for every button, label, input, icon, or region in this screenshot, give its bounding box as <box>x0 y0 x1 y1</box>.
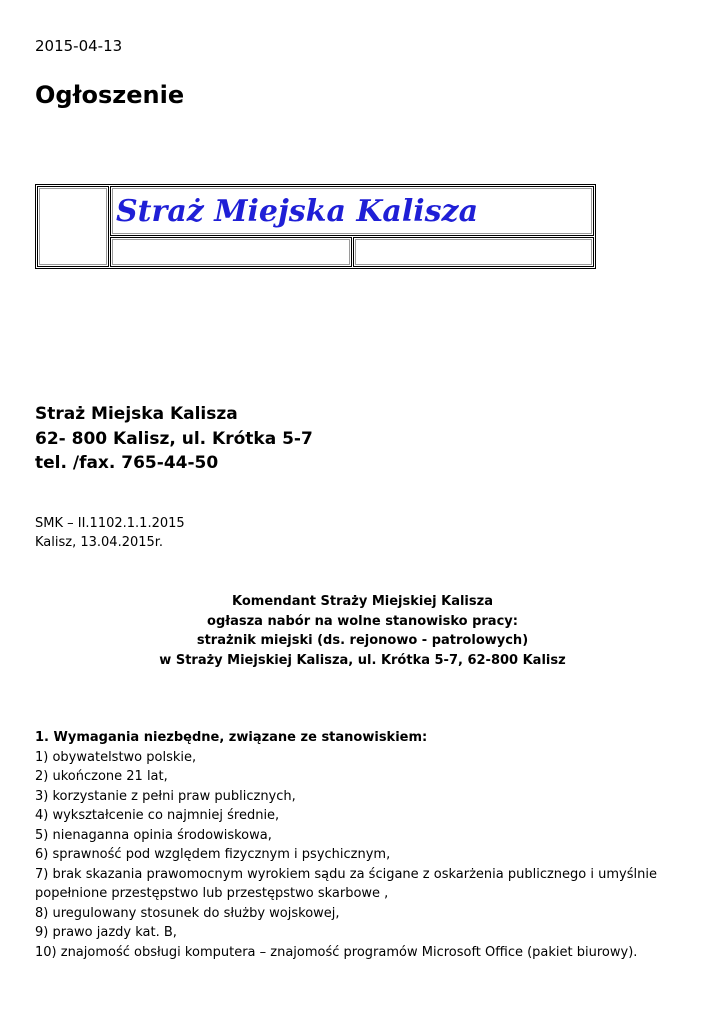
reference-place-date: Kalisz, 13.04.2015r. <box>35 535 164 550</box>
page-title: Ogłoszenie <box>35 81 185 109</box>
notice-line-3: strażnik miejski (ds. rejonowo - patrolowych) <box>196 633 529 648</box>
notice-line-1: Komendant Straży Miejskiej Kalisza <box>232 594 493 609</box>
requirements-list <box>35 748 695 963</box>
list-item: 5) nienaganna opinia środowiskowa, <box>35 827 272 843</box>
requirements-section <box>35 728 695 962</box>
reference-number: SMK – II.1102.1.1.2015 <box>35 516 185 531</box>
list-item: 10) znajomość obsługi komputera – znajomość programów Microsoft Office (pakiet biurowy). <box>35 944 638 960</box>
banner-empty-cell-left <box>110 237 352 267</box>
list-item: 1) obywatelstwo polskie, <box>35 749 197 765</box>
document-date: 2015-04-13 <box>35 37 123 55</box>
list-item: 8) uregulowany stosunek do służby wojskowej, <box>35 905 340 921</box>
list-item: 9) prawo jazdy kat. B, <box>35 925 177 940</box>
header-banner-table <box>35 184 596 269</box>
list-item: 7) brak skazania prawomocnym wyrokiem sądu za ścigane z oskarżenia publicznego i umyślnie popełnione przestępstwo lub przestępstwo skarbowe , <box>35 866 657 901</box>
notice-line-4: w Straży Miejskiej Kalisza, ul. Krótka 5-7, 62-800 Kalisz <box>159 652 566 668</box>
banner-title: Straż Miejska Kalisza <box>116 194 479 229</box>
reference-block <box>35 514 185 552</box>
address-line-name: Straż Miejska Kalisza <box>35 404 238 424</box>
address-line-phone: tel. /fax. 765-44-50 <box>35 453 219 473</box>
list-item: 3) korzystanie z pełni praw publicznych, <box>35 788 296 804</box>
notice-block <box>35 592 690 670</box>
banner-logo-cell <box>37 186 109 267</box>
notice-line-2: ogłasza nabór na wolne stanowisko pracy: <box>207 613 518 629</box>
list-item: 2) ukończone 21 lat, <box>35 769 168 784</box>
banner-title-cell <box>110 186 594 236</box>
address-block <box>35 402 313 476</box>
requirements-heading: 1. Wymagania niezbędne, związane ze stanowiskiem: <box>35 730 428 745</box>
banner-empty-cell-right <box>353 237 594 267</box>
list-item: 4) wykształcenie co najmniej średnie, <box>35 808 280 823</box>
address-line-street: 62- 800 Kalisz, ul. Krótka 5-7 <box>35 428 313 449</box>
list-item: 6) sprawność pod względem fizycznym i psychicznym, <box>35 847 391 862</box>
